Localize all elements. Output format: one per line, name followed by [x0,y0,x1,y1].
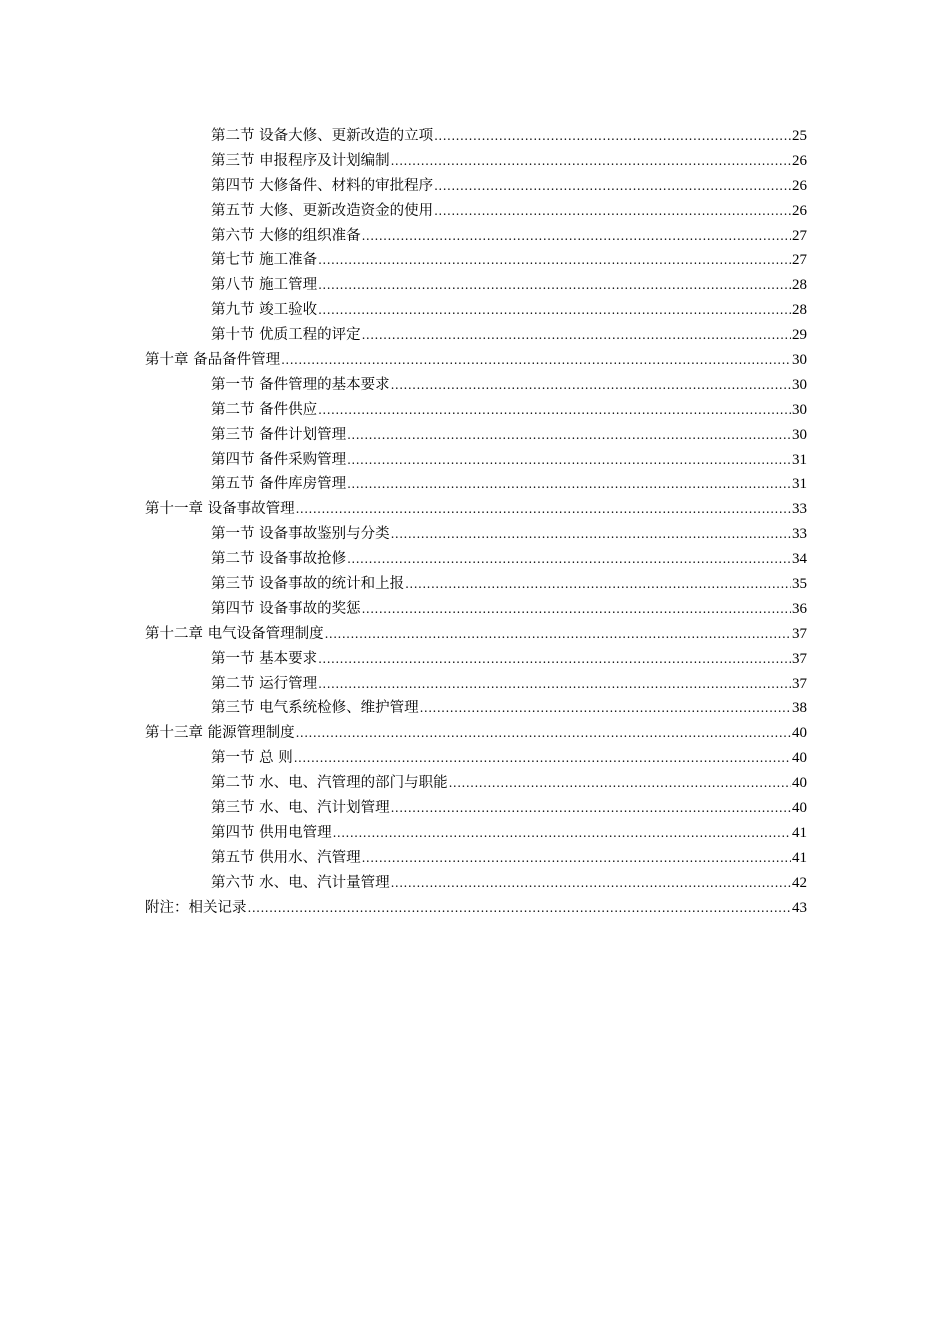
toc-page-number: 33 [792,526,807,543]
dot-leader [347,448,791,473]
dot-leader [296,721,791,746]
toc-entry-title: 附注：相关记录 [145,899,247,916]
dot-leader [318,672,791,697]
dot-leader [318,248,791,273]
dot-leader [333,821,791,846]
toc-section-entry[interactable] [145,448,807,473]
toc-page-number: 40 [792,750,807,767]
toc-page-number: 29 [792,327,807,344]
toc-section-entry[interactable] [145,821,807,846]
toc-section-entry[interactable] [145,423,807,448]
toc-entry-title: 第五节 大修、更新改造资金的使用 [211,202,434,219]
toc-entry-title: 第四节 供用电管理 [211,824,332,841]
toc-entry-title: 第四节 设备事故的奖惩 [211,600,361,617]
dot-leader [347,423,791,448]
dot-leader [362,846,791,871]
dot-leader [362,597,791,622]
dot-leader [318,298,791,323]
dot-leader [434,199,791,224]
toc-entry-title: 第五节 供用水、汽管理 [211,849,361,866]
dot-leader [281,348,791,373]
toc-page-number: 37 [792,625,807,642]
toc-entry-title: 第三节 备件计划管理 [211,426,347,443]
toc-section-entry[interactable] [145,547,807,572]
toc-entry-title: 第十章 备品备件管理 [145,352,281,369]
toc-entry-title: 第一节 设备事故鉴别与分类 [211,526,390,543]
toc-entry-title: 第十二章 电气设备管理制度 [145,625,324,642]
toc-section-entry[interactable] [145,522,807,547]
table-of-contents [145,124,807,921]
toc-page-number: 34 [792,551,807,568]
toc-page-number: 30 [792,401,807,418]
toc-page-number: 28 [792,277,807,294]
toc-section-entry[interactable] [145,572,807,597]
dot-leader [318,273,791,298]
toc-chapter-entry[interactable] [145,497,807,522]
toc-page-number: 41 [792,824,807,841]
dot-leader [318,398,791,423]
dot-leader [405,572,791,597]
toc-entry-title: 第十三章 能源管理制度 [145,725,295,742]
toc-section-entry[interactable] [145,597,807,622]
toc-page-number: 40 [792,775,807,792]
toc-section-entry[interactable] [145,796,807,821]
toc-section-entry[interactable] [145,746,807,771]
toc-section-entry[interactable] [145,672,807,697]
toc-entry-title: 第九节 竣工验收 [211,302,318,319]
toc-page-number: 40 [792,725,807,742]
toc-entry-title: 第十节 优质工程的评定 [211,327,361,344]
toc-entry-title: 第六节 水、电、汽计量管理 [211,874,390,891]
toc-entry-title: 第三节 电气系统检修、维护管理 [211,700,419,717]
dot-leader [391,373,791,398]
toc-page-number: 25 [792,128,807,144]
toc-page-number: 33 [792,501,807,518]
toc-section-entry[interactable] [145,323,807,348]
toc-section-entry[interactable] [145,771,807,796]
toc-entry-title: 第二节 设备大修、更新改造的立项 [211,128,434,144]
toc-entry-title: 第二节 运行管理 [211,675,318,692]
toc-chapter-entry[interactable] [145,896,807,921]
toc-section-entry[interactable] [145,871,807,896]
toc-page-number: 27 [792,227,807,244]
dot-leader [391,871,791,896]
toc-entry-title: 第二节 水、电、汽管理的部门与职能 [211,775,448,792]
toc-section-entry[interactable] [145,647,807,672]
toc-page-number: 37 [792,675,807,692]
dot-leader [362,323,791,348]
toc-chapter-entry[interactable] [145,348,807,373]
toc-page-number: 31 [792,451,807,468]
dot-leader [347,472,791,497]
toc-section-entry[interactable] [145,298,807,323]
toc-section-entry[interactable] [145,398,807,423]
toc-entry-title: 第八节 施工管理 [211,277,318,294]
dot-leader [347,547,791,572]
toc-page-number: 36 [792,600,807,617]
dot-leader [434,174,791,199]
toc-entry-title: 第二节 设备事故抢修 [211,551,347,568]
dot-leader [362,224,791,249]
dot-leader [420,696,791,721]
dot-leader [325,622,791,647]
dot-leader [391,149,791,174]
dot-leader [294,746,791,771]
toc-page-number: 43 [792,899,807,916]
toc-section-entry[interactable] [145,224,807,249]
toc-section-entry[interactable] [145,373,807,398]
toc-entry-title: 第四节 备件采购管理 [211,451,347,468]
toc-page-number: 26 [792,152,807,169]
toc-section-entry[interactable] [145,124,807,149]
toc-section-entry[interactable] [145,149,807,174]
toc-page-number: 26 [792,202,807,219]
toc-page-number: 40 [792,800,807,817]
toc-page-number: 38 [792,700,807,717]
toc-page-number: 26 [792,177,807,194]
dot-leader [318,647,791,672]
toc-page-number: 30 [792,426,807,443]
toc-page-number: 37 [792,650,807,667]
toc-entry-title: 第三节 设备事故的统计和上报 [211,576,405,593]
toc-entry-title: 第七节 施工准备 [211,252,318,269]
dot-leader [391,522,791,547]
toc-entry-title: 第一节 总 则 [211,750,293,767]
toc-entry-title: 第三节 水、电、汽计划管理 [211,800,390,817]
toc-section-entry[interactable] [145,696,807,721]
toc-entry-title: 第一节 备件管理的基本要求 [211,376,390,393]
toc-page-number: 31 [792,476,807,493]
dot-leader [391,796,791,821]
toc-section-entry[interactable] [145,248,807,273]
toc-page-number: 30 [792,376,807,393]
toc-page-number: 42 [792,874,807,891]
toc-page-number: 30 [792,352,807,369]
toc-section-entry[interactable] [145,846,807,871]
toc-section-entry[interactable] [145,273,807,298]
toc-chapter-entry[interactable] [145,721,807,746]
toc-entry-title: 第六节 大修的组织准备 [211,227,361,244]
toc-entry-title: 第四节 大修备件、材料的审批程序 [211,177,434,194]
toc-chapter-entry[interactable] [145,622,807,647]
toc-entry-title: 第十一章 设备事故管理 [145,501,295,518]
dot-leader [434,124,791,149]
toc-entry-title: 第一节 基本要求 [211,650,318,667]
toc-page-number: 41 [792,849,807,866]
toc-entry-title: 第二节 备件供应 [211,401,318,418]
toc-page-number: 27 [792,252,807,269]
dot-leader [296,497,791,522]
toc-section-entry[interactable] [145,472,807,497]
toc-entry-title: 第三节 申报程序及计划编制 [211,152,390,169]
toc-section-entry[interactable] [145,199,807,224]
toc-page-number: 35 [792,576,807,593]
dot-leader [248,896,792,921]
toc-section-entry[interactable] [145,174,807,199]
toc-page-number: 28 [792,302,807,319]
dot-leader [449,771,791,796]
toc-entry-title: 第五节 备件库房管理 [211,476,347,493]
